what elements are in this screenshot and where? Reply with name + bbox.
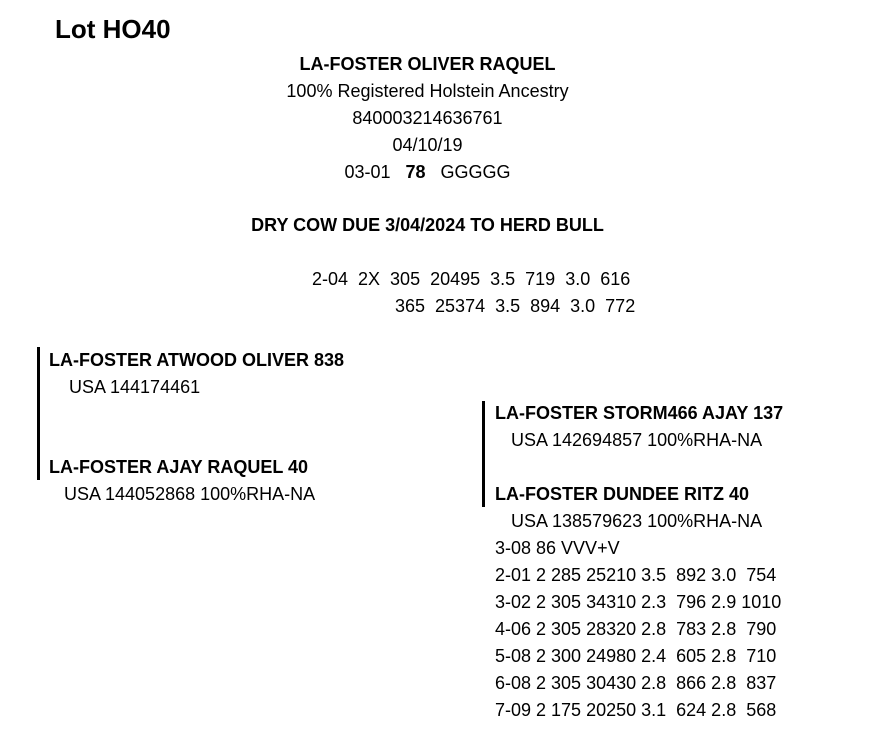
dam-dam-registration: USA 138579623 100%RHA-NA xyxy=(511,511,763,531)
dam-dam-record: 3-02 2 305 34310 2.3 796 2.9 1010 xyxy=(495,592,782,612)
dam-dam-name: LA-FOSTER DUNDEE RITZ 40 xyxy=(495,484,750,504)
dam-dam-record: 6-08 2 305 30430 2.8 866 2.8 837 xyxy=(495,673,777,693)
dry-cow-status: DRY COW DUE 3/04/2024 TO HERD BULL xyxy=(251,215,604,235)
dam-registration: USA 144052868 100%RHA-NA xyxy=(64,484,316,504)
dam-dam-classification: 3-08 86 VVV+V xyxy=(495,538,620,558)
dam-dam-record: 4-06 2 305 28320 2.8 783 2.8 790 xyxy=(495,619,777,639)
class-age: 03-01 xyxy=(344,162,391,182)
sire-registration: USA 144174461 xyxy=(69,377,201,397)
pedigree-bracket-left xyxy=(37,347,40,480)
production-record-305: 2-04 2X 305 20495 3.5 719 3.0 616 xyxy=(312,269,631,289)
lot-number: Lot HO40 xyxy=(55,14,171,44)
dam-dam-record: 2-01 2 285 25210 3.5 892 3.0 754 xyxy=(495,565,777,585)
pedigree-bracket-right xyxy=(482,401,485,507)
animal-classification xyxy=(0,162,865,183)
animal-birth-date: 04/10/19 xyxy=(392,135,463,155)
animal-name: LA-FOSTER OLIVER RAQUEL xyxy=(299,54,556,74)
animal-id: 840003214636761 xyxy=(352,108,503,128)
dam-dam-record: 5-08 2 300 24980 2.4 605 2.8 710 xyxy=(495,646,777,666)
dam-name: LA-FOSTER AJAY RAQUEL 40 xyxy=(49,457,309,477)
sire-name: LA-FOSTER ATWOOD OLIVER 838 xyxy=(49,350,345,370)
class-score: 78 xyxy=(405,162,426,182)
animal-ancestry: 100% Registered Holstein Ancestry xyxy=(286,81,569,101)
dam-dam-record: 7-09 2 175 20250 3.1 624 2.8 568 xyxy=(495,700,777,720)
dam-sire-name: LA-FOSTER STORM466 AJAY 137 xyxy=(495,403,784,423)
dam-sire-registration: USA 142694857 100%RHA-NA xyxy=(511,430,763,450)
class-grades: GGGGG xyxy=(440,162,511,182)
production-record-365: 365 25374 3.5 894 3.0 772 xyxy=(395,296,636,316)
